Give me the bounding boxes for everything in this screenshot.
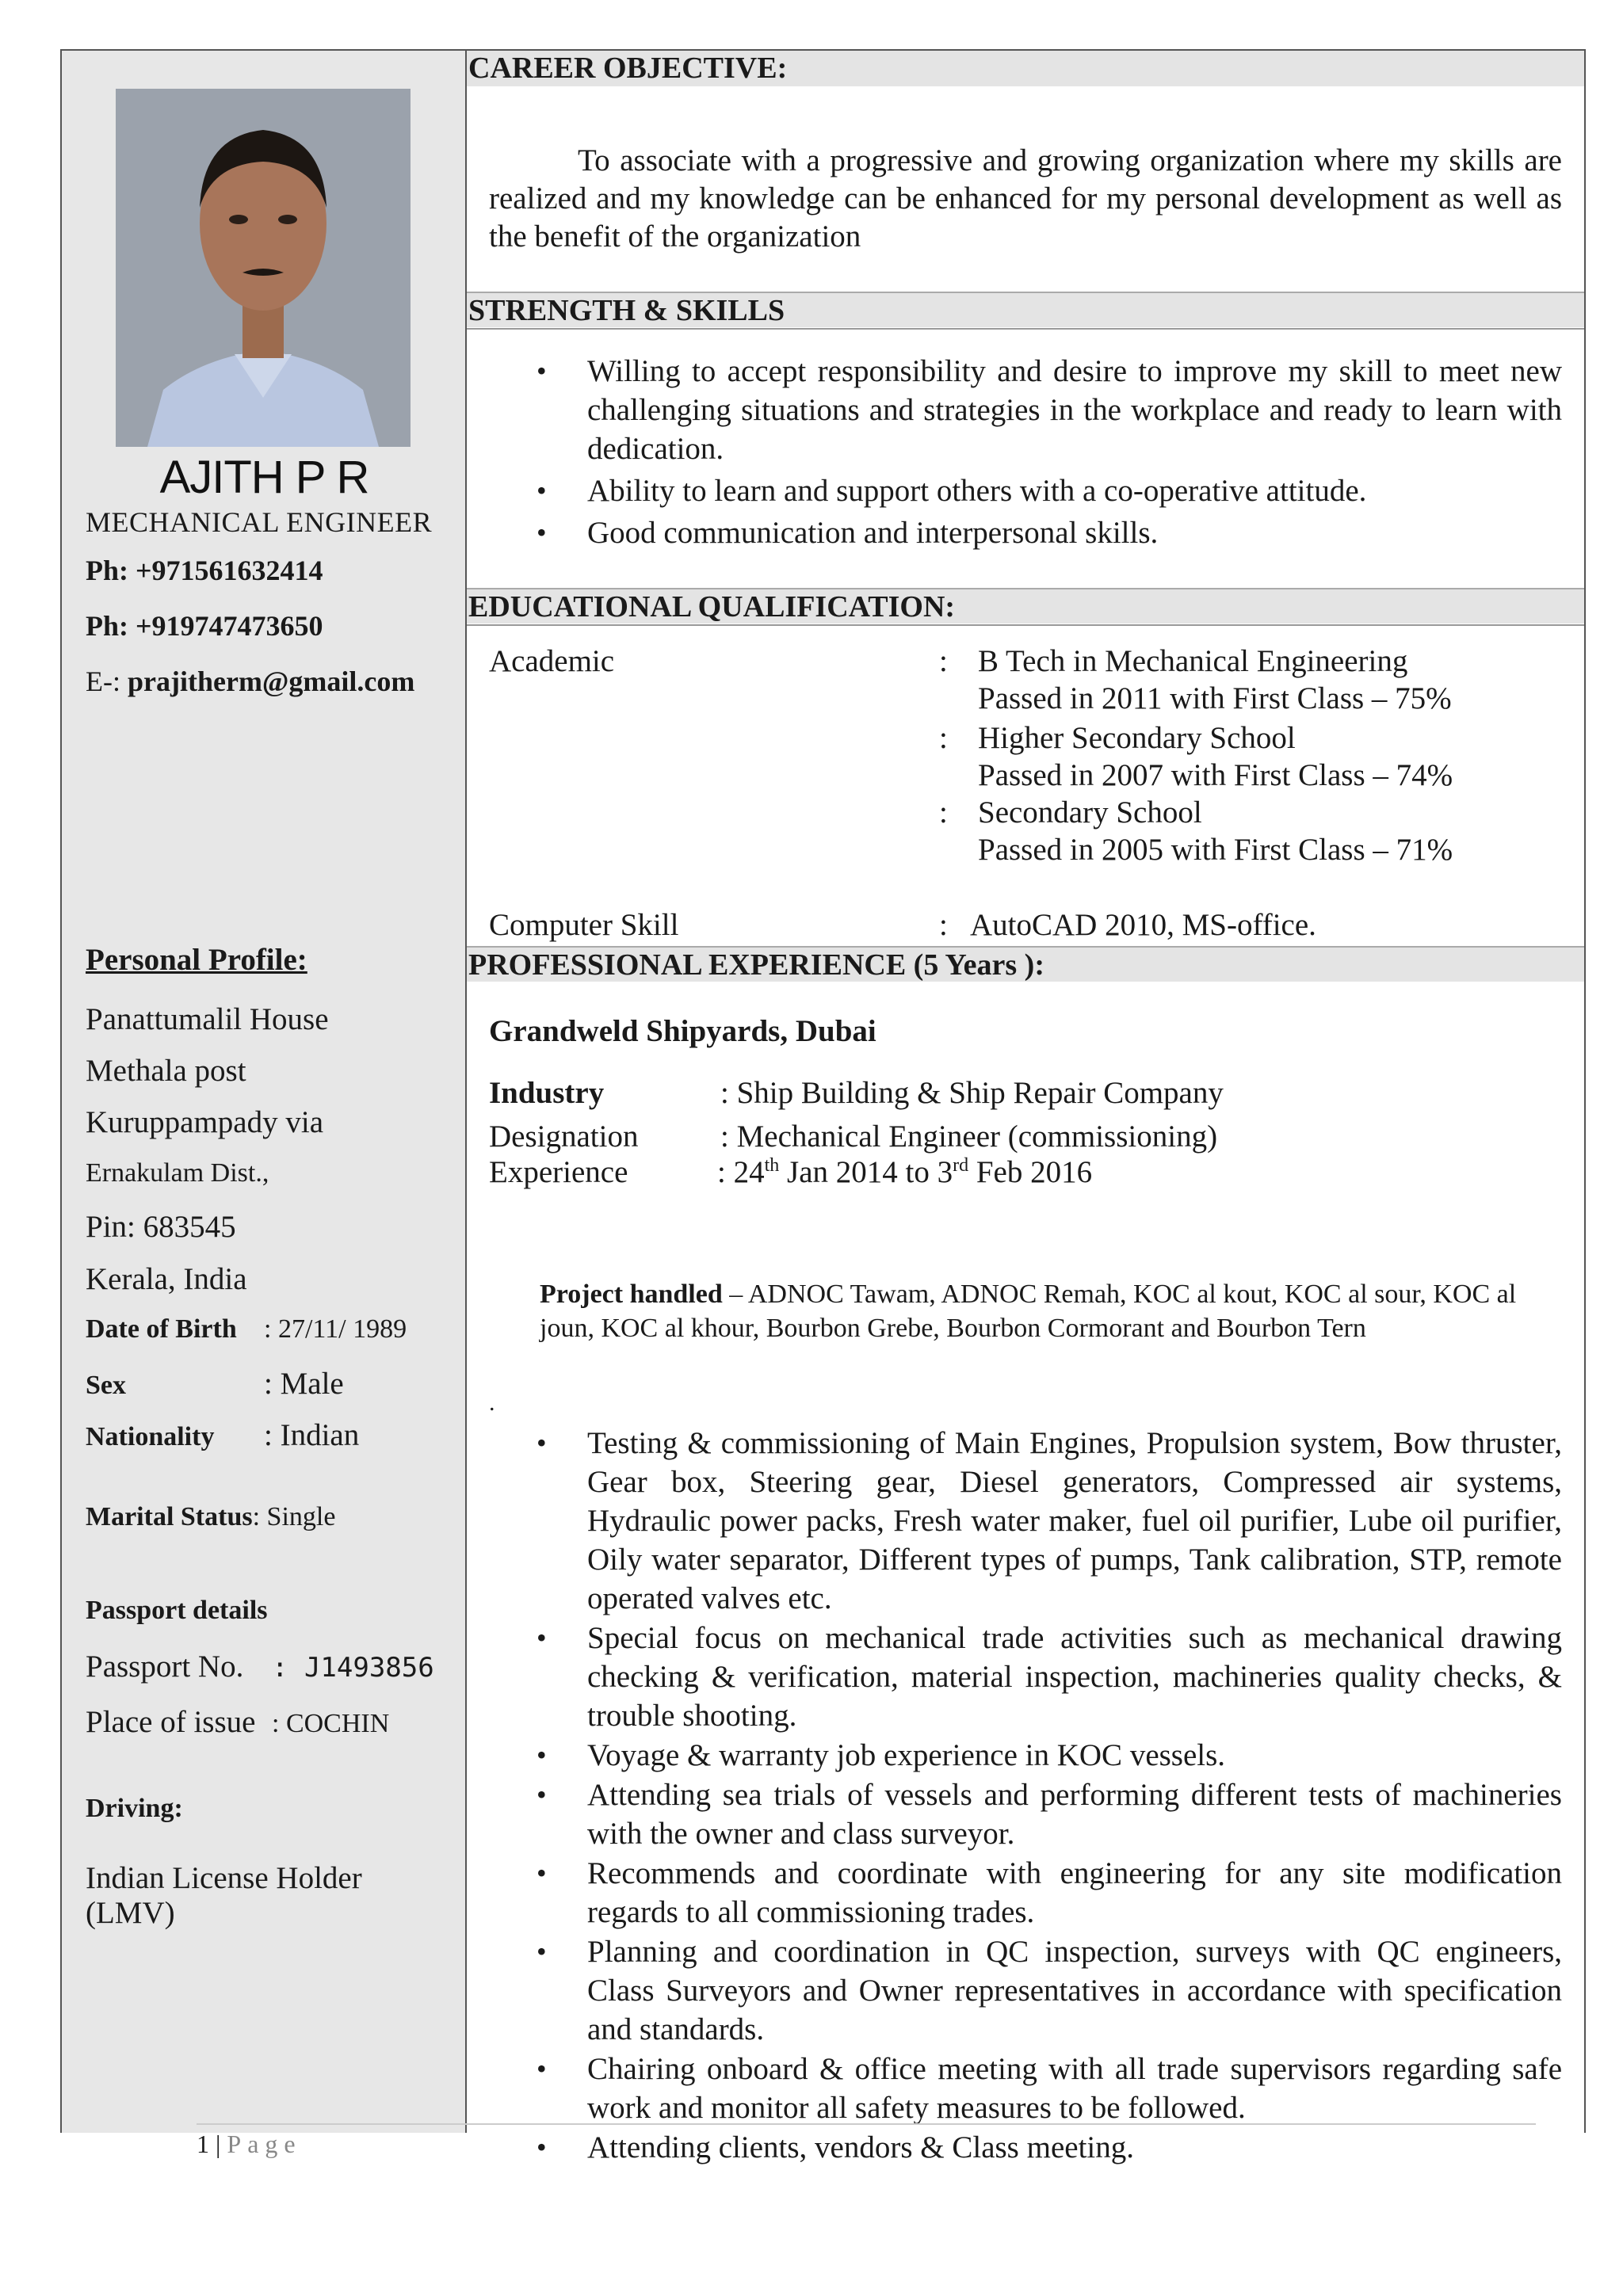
sex-label: Sex — [86, 1371, 126, 1400]
project-text: – ADNOC Tawam, ADNOC Remah, KOC al kout, KOC al sour, KOC al joun, KOC al khour, Bourbon Grebe, Bourbon Cormorant and Bourbon Tern — [540, 1280, 1517, 1343]
phone-1 — [86, 554, 323, 587]
list-item: • Planning and coordination in QC inspection, surveys with QC engineers, Class Surveyors and Owner representatives in accordance with specification and standards. — [467, 1932, 1562, 2049]
passport-no-row — [86, 1649, 434, 1684]
list-item: • Voyage & warranty job experience in KOC vessels. — [467, 1736, 1562, 1775]
education-entry — [978, 719, 1453, 794]
phone-1-value[interactable]: +971561632414 — [136, 555, 323, 586]
dob-label: Date of Birth — [86, 1314, 237, 1344]
phone-1-label: Ph: — [86, 555, 128, 586]
education-detail: Passed in 2007 with First Class – 74% — [978, 758, 1453, 792]
address-line: Methala post — [86, 1054, 246, 1088]
exp-text: : 24 — [717, 1155, 765, 1189]
education-entry — [978, 794, 1453, 868]
passport-no-value: : J1493856 — [272, 1652, 434, 1684]
list-item: • Testing & commissioning of Main Engines, Propulsion system, Bow thruster, Gear box, Steering gear, Diesel generators, Compressed air systems, Hydraulic power packs, Fresh water maker, fuel oil purifier, Lube oil purifier, Oily water separator, Different types of pumps, Tank calibration, STP, remote operated valves etc. — [467, 1424, 1562, 1618]
driving-license — [86, 1861, 362, 1931]
industry-value: : Ship Building & Ship Repair Company — [720, 1076, 1224, 1110]
experience-label: Experience — [489, 1155, 628, 1189]
experience-dates — [717, 1155, 1092, 1189]
divider — [467, 328, 1584, 330]
education-entry — [978, 643, 1452, 717]
career-objective-heading: CAREER OBJECTIVE: — [467, 51, 1584, 86]
company-name: Grandweld Shipyards, Dubai — [489, 1014, 876, 1048]
colon: : — [939, 795, 948, 830]
exp-sup: rd — [953, 1155, 969, 1176]
job-title: MECHANICAL ENGINEER — [86, 506, 433, 538]
passport-heading: Passport details — [86, 1596, 268, 1625]
footer-divider — [197, 2123, 1536, 2125]
designation-row — [489, 1119, 1217, 1154]
footer-separator: | — [209, 2130, 227, 2158]
exp-text: Jan 2014 to 3 — [779, 1155, 953, 1189]
sidebar — [62, 51, 467, 2133]
main-content — [467, 51, 1584, 2164]
list-item: • Recommends and coordinate with engineering for any site modification regards to all commissioning trades. — [467, 1854, 1562, 1932]
list-item: • Attending sea trials of vessels and performing different tests of machineries with the owner and class surveyor. — [467, 1775, 1562, 1853]
email — [86, 665, 414, 698]
list-item: • Good communication and interpersonal skills. — [467, 513, 1562, 552]
experience-list — [467, 1424, 1562, 2167]
marital-value: : Single — [252, 1502, 336, 1531]
dob-value: : 27/11/ 1989 — [264, 1314, 407, 1344]
industry-label: Industry — [489, 1076, 605, 1110]
phone-2 — [86, 609, 323, 643]
driving-heading: Driving: — [86, 1794, 183, 1823]
list-item: • Special focus on mechanical trade activities such as mechanical drawing checking & verification, material inspection, machineries quality checks, & trouble shooting. — [467, 1619, 1562, 1735]
phone-2-value[interactable]: +919747473650 — [136, 610, 323, 642]
education-detail: Passed in 2005 with First Class – 71% — [978, 833, 1453, 867]
computer-skill-label: Computer Skill — [489, 908, 679, 942]
education-heading: EDUCATIONAL QUALIFICATION: — [467, 588, 1584, 624]
nationality-label: Nationality — [86, 1422, 215, 1451]
skills-heading: STRENGTH & SKILLS — [467, 292, 1584, 327]
profile-photo — [116, 89, 411, 447]
nationality-value: : Indian — [264, 1418, 360, 1452]
list-item: • Attending clients, vendors & Class meeting. — [467, 2128, 1562, 2167]
passport-no-label: Passport No. — [86, 1650, 244, 1684]
email-label: E-: — [86, 666, 120, 697]
page-footer — [197, 2130, 302, 2159]
list-item: • Chairing onboard & office meeting with all trade supervisors regarding safe work and monitor all safety measures to be followed. — [467, 2050, 1562, 2127]
colon: : — [939, 908, 948, 942]
nationality-row — [86, 1417, 359, 1453]
phone-2-label: Ph: — [86, 610, 128, 642]
education-degree: B Tech in Mechanical Engineering — [978, 644, 1408, 678]
project-label: Project handled — [540, 1280, 723, 1309]
sex-value: : Male — [264, 1367, 344, 1401]
marital-label: Marital Status — [86, 1502, 253, 1531]
list-item: • Willing to accept responsibility and desire to improve my skill to meet new challenging situations and strategies in the workplace and ready to learn with dedication. — [467, 352, 1562, 468]
education-degree: Higher Secondary School — [978, 721, 1296, 755]
address-line: Pin: 683545 — [86, 1210, 236, 1244]
dob-row — [86, 1314, 407, 1344]
driving-line: (LMV) — [86, 1896, 175, 1930]
designation-value: : Mechanical Engineer (commissioning) — [720, 1119, 1218, 1154]
place-of-issue-row — [86, 1704, 389, 1740]
education-detail: Passed in 2011 with First Class – 75% — [978, 681, 1452, 715]
address-line: Kerala, India — [86, 1262, 247, 1296]
exp-sup: th — [764, 1155, 780, 1176]
address-line: Kuruppampady via — [86, 1105, 324, 1139]
address-line: Panattumalil House — [86, 1002, 329, 1036]
skills-list — [467, 352, 1562, 552]
page-number: 1 — [197, 2130, 209, 2158]
computer-skill-value: AutoCAD 2010, MS-office. — [970, 908, 1316, 942]
driving-line: Indian License Holder — [86, 1861, 362, 1895]
divider — [467, 624, 1584, 626]
stray-dot: . — [489, 1390, 495, 1416]
industry-row — [489, 1075, 1224, 1111]
list-item: • Ability to learn and support others with a co-operative attitude. — [467, 471, 1562, 510]
experience-row — [489, 1154, 1092, 1190]
personal-profile-heading: Personal Profile: — [86, 943, 307, 977]
candidate-name: AJITH P R — [159, 452, 369, 503]
place-of-issue-label: Place of issue — [86, 1705, 256, 1739]
email-value[interactable]: prajitherm@gmail.com — [127, 666, 415, 697]
career-objective-text: To associate with a progressive and growing organization where my skills are realized and my knowledge can be enhanced for my personal development as well as the benefit of the organization — [489, 143, 1562, 254]
project-handled — [540, 1277, 1537, 1345]
academic-label: Academic — [489, 644, 615, 678]
experience-heading: PROFESSIONAL EXPERIENCE (5 Years ): — [467, 946, 1584, 982]
marital-row — [86, 1502, 335, 1532]
sex-row — [86, 1366, 344, 1402]
colon: : — [939, 721, 948, 755]
colon: : — [939, 644, 948, 678]
address-line: Ernakulam Dist., — [86, 1158, 269, 1188]
designation-label: Designation — [489, 1119, 639, 1154]
exp-text: Feb 2016 — [968, 1155, 1093, 1189]
page-word: Page — [227, 2130, 302, 2158]
place-of-issue-value: : COCHIN — [272, 1709, 390, 1738]
education-degree: Secondary School — [978, 795, 1202, 830]
